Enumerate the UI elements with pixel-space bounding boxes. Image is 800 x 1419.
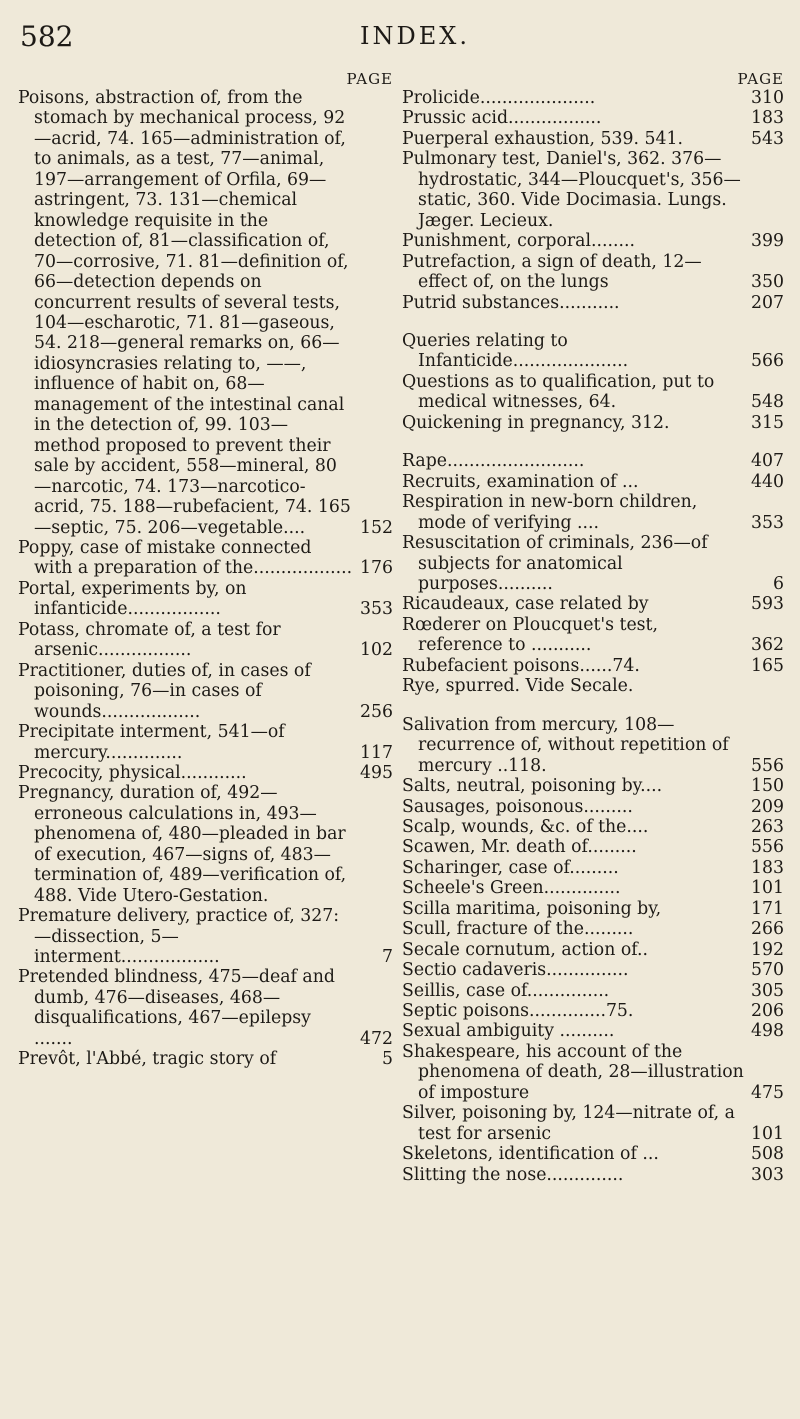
index-entry (402, 919, 784, 939)
index-entry (18, 538, 393, 579)
index-entry (402, 1103, 784, 1144)
index-entry-page: 353 (360, 599, 393, 620)
index-entry-page: 7 (382, 947, 393, 968)
index-entry (18, 722, 393, 763)
index-entry-text: Sausages, poisonous......... (402, 796, 633, 817)
index-entry-page: 303 (751, 1164, 784, 1185)
index-entry-text: Rœderer on Ploucquet's test, reference to ........... (402, 614, 658, 656)
index-entry-page: 399 (751, 231, 784, 252)
index-entry (402, 776, 784, 796)
index-entry-text: Potass, chromate of, a test for arsenic................. (18, 619, 281, 661)
index-entry-page: 566 (751, 351, 784, 372)
index-entry-text: Putrid substances........... (402, 292, 620, 313)
index-entry (18, 763, 393, 783)
index-entry (402, 615, 784, 656)
index-entry (18, 906, 393, 967)
index-entry (402, 1165, 784, 1185)
index-entry-page: 353 (751, 512, 784, 533)
index-entry (402, 451, 784, 471)
index-entry-text: Scalp, wounds, &c. of the.... (402, 816, 649, 837)
index-entry (402, 293, 784, 313)
index-entry-text: Skeletons, identification of ... (402, 1144, 659, 1165)
index-entry (402, 960, 784, 980)
index-entry-text: Sectio cadaveris............... (402, 960, 629, 981)
index-entry-text: Quickening in pregnancy, 312. (402, 412, 670, 433)
index-entry-text: Queries relating to Infanticide..................... (402, 330, 629, 372)
page-header (0, 20, 800, 60)
index-entry (402, 837, 784, 857)
index-entry (402, 878, 784, 898)
index-entry (402, 492, 784, 533)
index-entry-text: Salts, neutral, poisoning by.... (402, 776, 663, 797)
running-head: INDEX. (360, 22, 470, 50)
index-entry-text: Slitting the nose.............. (402, 1164, 624, 1185)
index-entry-text: Prevôt, l'Abbé, tragic story of (18, 1049, 277, 1070)
index-entry-page: 192 (751, 939, 784, 960)
index-entry (402, 817, 784, 837)
index-entry-page: 209 (751, 796, 784, 817)
index-entry (402, 981, 784, 1001)
index-entry (402, 252, 784, 293)
index-entry-page: 266 (751, 919, 784, 940)
index-entry-text: Ricaudeaux, case related by (402, 594, 649, 615)
index-entry (402, 108, 784, 128)
index-entry-page: 117 (360, 742, 393, 763)
index-entry-text: Pregnancy, duration of, 492—erroneous calculations in, 493—phenomena of, 480—pleaded in bar of execution, 467—signs of, 483—termination of, 489—verification of, 488. Vide Utero-Gestation. (18, 783, 347, 906)
index-entry-text: Seillis, case of............... (402, 980, 610, 1001)
index-entry-page: 6 (773, 573, 784, 594)
index-entry-page: 570 (751, 960, 784, 981)
index-entry-text: Puerperal exhaustion, 539. 541. (402, 128, 683, 149)
index-entry-page: 101 (751, 1123, 784, 1144)
index-entry-page: 150 (751, 776, 784, 797)
index-entry (402, 533, 784, 594)
index-entry-page: 543 (751, 128, 784, 149)
index-entry-text: Scharinger, case of......... (402, 857, 619, 878)
index-entry (402, 149, 784, 231)
index-entry-text: Rye, spurred. Vide Secale. (402, 676, 634, 697)
index-entry (402, 1042, 784, 1103)
index-entry (402, 1144, 784, 1164)
index-entry-text: Rubefacient poisons......74. (402, 655, 640, 676)
index-entry-page: 171 (751, 898, 784, 919)
index-entry-page: 101 (751, 878, 784, 899)
index-entry (18, 783, 393, 906)
index-entry (18, 620, 393, 661)
index-entry-text: Portal, experiments by, on infanticide................. (18, 578, 247, 620)
index-entry-text: Scawen, Mr. death of......... (402, 837, 637, 858)
index-entry (402, 676, 784, 696)
index-entry-page: 305 (751, 980, 784, 1001)
index-entry-page: 440 (751, 471, 784, 492)
index-entry (18, 579, 393, 620)
index-entry-page: 556 (751, 837, 784, 858)
index-entry-text: Septic poisons..............75. (402, 1001, 634, 1022)
index-entry-page: 256 (360, 701, 393, 722)
index-entry-page: 556 (751, 755, 784, 776)
index-entry-page: 5 (382, 1049, 393, 1070)
index-entry (402, 715, 784, 776)
index-entry-text: Silver, poisoning by, 124—nitrate of, a test for arsenic (402, 1103, 735, 1144)
index-entry-text: Rape......................... (402, 451, 585, 472)
index-entry (402, 858, 784, 878)
index-entry (18, 967, 393, 1049)
index-entry-text: Recruits, examination of ... (402, 471, 639, 492)
index-entry-page: 472 (360, 1028, 393, 1049)
index-entry-page: 508 (751, 1144, 784, 1165)
right-column-page-label: PAGE (737, 70, 784, 88)
index-entry-text: Pretended blindness, 475—deaf and dumb, 476—diseases, 468—disqualifications, 467—epilepsy ....... (18, 967, 335, 1049)
index-entry-page: 350 (751, 272, 784, 293)
index-entry-text: Sexual ambiguity .......... (402, 1021, 615, 1042)
index-entry (18, 88, 393, 538)
index-entry-text: Precocity, physical............ (18, 762, 247, 783)
index-entry-page: 263 (751, 816, 784, 837)
index-entry-page: 407 (751, 451, 784, 472)
index-entry (402, 231, 784, 251)
index-entry-page: 593 (751, 594, 784, 615)
index-entry (402, 472, 784, 492)
index-entry-text: Putrefaction, a sign of death, 12—effect of, on the lungs (402, 251, 702, 293)
index-entry-text: Pulmonary test, Daniel's, 362. 376—hydrostatic, 344—Ploucquet's, 356—static, 360. Vide Docimasia. Lungs. Jæger. Lecieux. (402, 149, 741, 231)
index-entry-text: Premature delivery, practice of, 327:—dissection, 5—interment.................. (18, 906, 340, 968)
index-entry-page: 183 (751, 857, 784, 878)
index-entry-text: Poisons, abstraction of, from the stomach by mechanical process, 92—acrid, 74. 165—administration of, to animals, as a test, 77—animal, 197—arrangement of Orfila, 69—astringent, 73. 131—chemical knowledge requisite in the detection of, 81—classification of, 70—corrosive, 71. 81—definition of, 66—detection depends on concurrent results of several tests, 104—escharotic, 71. 81—gaseous, 54. 218—general remarks on, 66—idiosyncrasies relating to, ——, influence of habit on, 68—management of the intestinal canal in the detection of, 99. 103—method proposed to prevent their sale by accident, 558—mineral, 80—narcotic, 74. 173—narcotico-acrid, 75. 188—rubefacient, 74. 165—septic, 75. 206—vegetable.... (18, 88, 351, 538)
index-entry-page: 362 (751, 635, 784, 656)
index-entry-text: Prussic acid................. (402, 108, 602, 129)
index-entry (402, 797, 784, 817)
index-entry-page: 548 (751, 392, 784, 413)
right-column (402, 70, 784, 1185)
index-entry-text: Secale cornutum, action of.. (402, 939, 648, 960)
index-entry (402, 413, 784, 433)
index-entry-page: 165 (751, 655, 784, 676)
index-entry-page: 176 (360, 558, 393, 579)
index-entry-text: Shakespeare, his account of the phenomena of death, 28—illustration of imposture (402, 1041, 744, 1103)
index-entry-text: Scheele's Green.............. (402, 878, 621, 899)
index-entry (402, 594, 784, 614)
index-entry-text: Salivation from mercury, 108—recurrence of, without repetition of mercury ..118. (402, 714, 729, 776)
index-entry-page: 183 (751, 108, 784, 129)
index-entry-page: 475 (751, 1082, 784, 1103)
index-entry (18, 661, 393, 722)
page-number: 582 (20, 20, 74, 53)
index-entry-page: 102 (360, 640, 393, 661)
index-entry-text: Punishment, corporal........ (402, 231, 635, 252)
left-column (18, 70, 393, 1070)
index-entry-page: 315 (751, 412, 784, 433)
index-entry-text: Scilla maritima, poisoning by, (402, 898, 662, 919)
index-entry (402, 656, 784, 676)
index-entry-page: 152 (360, 517, 393, 538)
index-entry-text: Practitioner, duties of, in cases of poisoning, 76—in cases of wounds.................. (18, 660, 311, 722)
index-entry (402, 372, 784, 413)
index-entry-page: 207 (751, 292, 784, 313)
index-entry (402, 1021, 784, 1041)
index-entry (18, 1049, 393, 1069)
index-entry-text: Poppy, case of mistake connected with a preparation of the.................. (18, 537, 353, 579)
index-entry-text: Respiration in new-born children, mode of verifying .... (402, 492, 698, 533)
index-entry-page: 206 (751, 1001, 784, 1022)
index-entry-text: Questions as to qualification, put to medical witnesses, 64. (402, 371, 715, 413)
index-entry (402, 940, 784, 960)
index-entry-page: 498 (751, 1021, 784, 1042)
index-entry (402, 331, 784, 372)
index-entry-text: Prolicide..................... (402, 88, 596, 108)
index-entry-text: Scull, fracture of the......... (402, 919, 634, 940)
index-entry (402, 899, 784, 919)
index-entry-text: Precipitate interment, 541—of mercury.............. (18, 722, 285, 763)
index-entry-page: 310 (751, 88, 784, 108)
left-column-page-label: PAGE (346, 70, 393, 88)
index-entry (402, 129, 784, 149)
index-entry (402, 88, 784, 108)
index-entry-page: 495 (360, 762, 393, 783)
index-entry-text: Resuscitation of criminals, 236—of subjects for anatomical purposes.......... (402, 533, 708, 594)
index-entry (402, 1001, 784, 1021)
